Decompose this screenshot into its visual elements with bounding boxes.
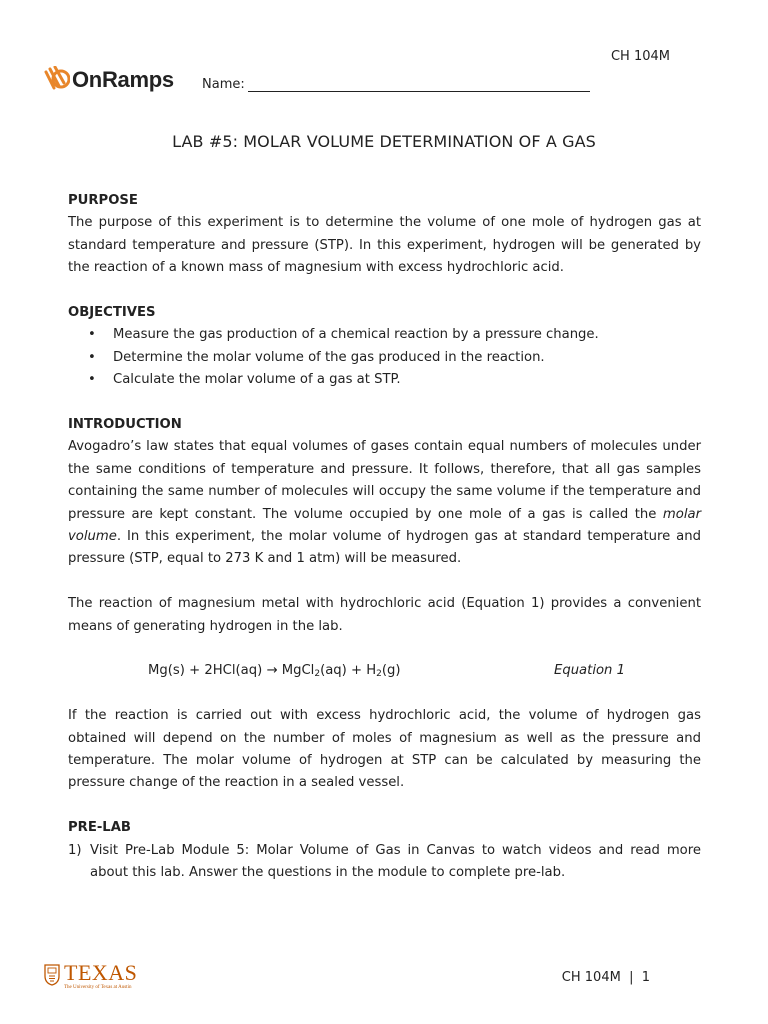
document-body <box>68 190 701 884</box>
molar-volume-term: molar volume <box>68 506 701 545</box>
onramps-logo-text: OnRamps <box>72 67 174 92</box>
texas-subtext: The University of Texas at Austin <box>64 985 132 990</box>
texas-logo <box>44 962 137 991</box>
course-code-header: CH 104M <box>610 49 670 64</box>
bullet-icon: • <box>88 372 96 388</box>
objectives-list <box>68 324 701 391</box>
equation-label: Equation 1 <box>554 663 625 679</box>
footer-page-number: CH 104M | 1 <box>561 970 650 985</box>
objectives-heading: OBJECTIVES <box>68 305 156 321</box>
page-title: LAB #5: MOLAR VOLUME DETERMINATION OF A GAS <box>172 132 596 151</box>
purpose-heading: PURPOSE <box>68 193 138 208</box>
list-item: 1) Visit Pre-Lab Module 5: Molar Volume of Gas in Canvas to watch videos and read more about this lab. Answer the questions in the module to complete pre-lab. <box>68 842 701 881</box>
prelab-heading: PRE-LAB <box>68 820 131 836</box>
texas-wordmark: TEXAS <box>64 960 138 985</box>
list-item: • Measure the gas production of a chemical reaction by a pressure change. <box>68 324 701 346</box>
list-item: • Calculate the molar volume of a gas at STP. <box>68 369 701 391</box>
introduction-paragraph-1: Avogadro’s law states that equal volumes of gases contain equal numbers of molecules under the same conditions of temperature and pressure. It follows, therefore, that all gas samples containing the same number of molecules will occupy the same volume if the temperature and pressure are kept constant. The volume occupied by one mole of a gas is called the molar volume. In this experiment, the molar volume of hydrogen gas at standard temperature and pressure (STP, equal to 273 K and 1 atm) will be measured. <box>68 439 701 567</box>
name-field <box>202 77 590 92</box>
purpose-text: The purpose of this experiment is to determine the volume of one mole of hydrogen gas at standard temperature and pressure (STP). In this experiment, hydrogen will be generated by the reaction of a known mass of magnesium with excess hydrochloric acid. <box>68 215 701 276</box>
name-label: Name: <box>202 77 245 92</box>
list-item: • Determine the molar volume of the gas produced in the reaction. <box>68 347 701 369</box>
texas-seal-icon <box>44 964 60 986</box>
introduction-paragraph-3: If the reaction is carried out with excess hydrochloric acid, the volume of hydrogen gas obtained will depend on the number of moles of magnesium as well as the pressure and temperature. The molar volume of hydrogen at STP can be calculated by measuring the pressure change of the reaction in a sealed vessel. <box>68 708 701 791</box>
equation-1 <box>68 660 701 682</box>
chemical-equation: Mg(s) + 2HCl(aq) → MgCl$_2$(aq) + $H_2(g)$ <box>148 663 401 680</box>
bullet-icon: • <box>88 349 96 365</box>
introduction-paragraph-2: The reaction of magnesium metal with hydrochloric acid (Equation 1) provides a convenient means of generating hydrogen in the lab. <box>68 596 701 634</box>
bullet-icon: • <box>88 327 96 343</box>
onramps-logo <box>44 62 174 98</box>
onramps-logo-icon <box>44 66 70 94</box>
introduction-heading: INTRODUCTION <box>68 417 182 433</box>
name-blank-line[interactable] <box>248 77 590 92</box>
prelab-list <box>68 840 701 885</box>
